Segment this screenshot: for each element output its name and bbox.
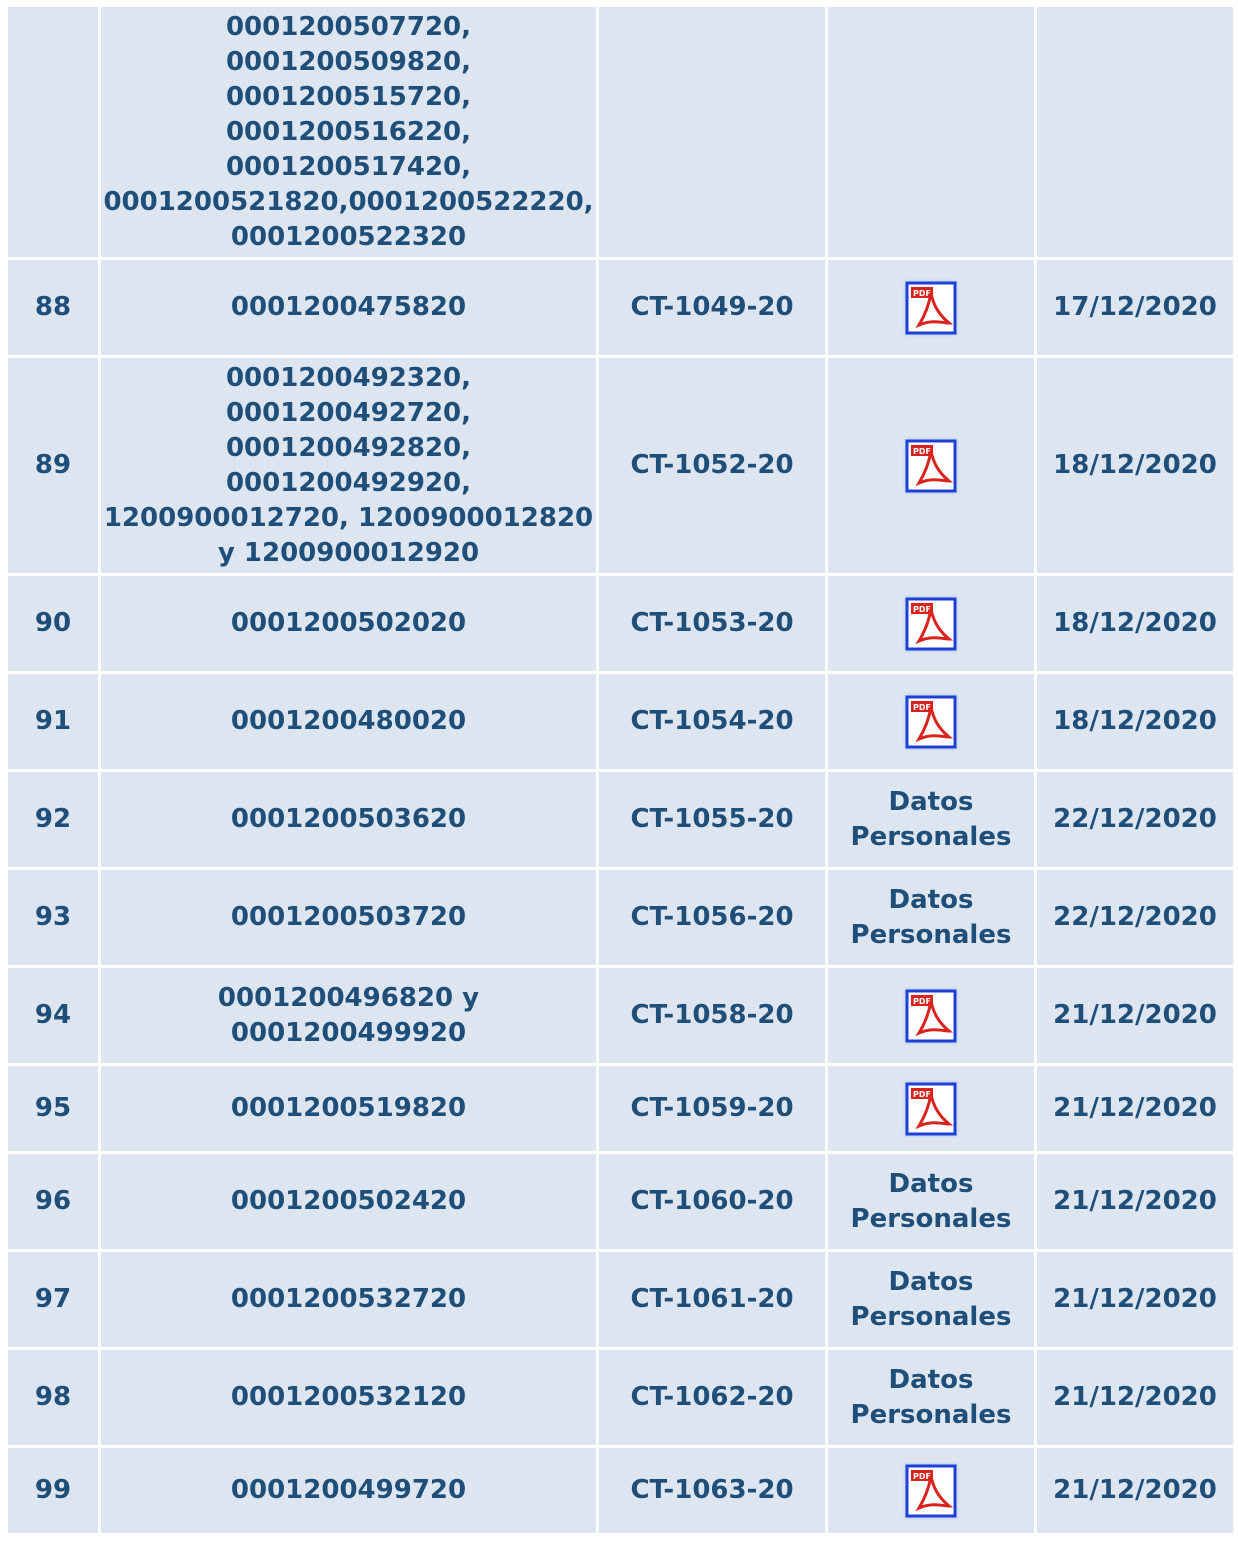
ct-number: CT-1060-20 [599,1154,825,1249]
datos-personales-label: Datos [888,1266,974,1297]
date-cell: 17/12/2020 [1037,260,1233,355]
datos-personales-label: Personales [850,1203,1012,1234]
table-row [8,358,1233,573]
folio-line: 0001200480020 [230,706,467,736]
folio-line: 0001200532720 [230,1284,467,1314]
document-cell [828,674,1034,769]
folio-cell [101,870,596,965]
document-cell [828,968,1034,1063]
datos-personales-label: Personales [850,1301,1012,1332]
document-cell [828,1154,1034,1249]
row-number: 94 [8,968,98,1063]
ct-number: CT-1056-20 [599,870,825,965]
datos-personales-label: Personales [850,919,1012,950]
folio-cell [101,674,596,769]
folio-line: y 1200900012920 [217,537,480,568]
ct-number: CT-1058-20 [599,968,825,1063]
folio-cell [101,1066,596,1151]
folio-cell [101,260,596,355]
ct-number: CT-1059-20 [599,1066,825,1151]
folio-line: 0001200522320 [230,221,467,252]
folio-cell [101,1154,596,1249]
pdf-icon-label: PDF [913,288,931,298]
table-row [8,1448,1233,1533]
datos-personales-label: Datos [888,786,974,817]
folio-line: 1200900012720, 1200900012820 [103,502,594,533]
datos-personales-label: Datos [888,884,974,915]
folio-line: 0001200516220, [225,116,472,147]
table-row [8,674,1233,769]
row-number: 98 [8,1350,98,1445]
row-number: 99 [8,1448,98,1533]
date-cell: 21/12/2020 [1037,1252,1233,1347]
ct-number: CT-1053-20 [599,576,825,671]
table-row [8,870,1233,965]
pdf-icon[interactable] [903,1462,959,1520]
date-cell: 18/12/2020 [1037,576,1233,671]
document-cell [828,358,1034,573]
pdf-icon[interactable] [903,987,959,1045]
row-number: 97 [8,1252,98,1347]
row-number: 93 [8,870,98,965]
ct-number: CT-1049-20 [599,260,825,355]
ct-number: CT-1054-20 [599,674,825,769]
date-cell: 22/12/2020 [1037,870,1233,965]
folio-line: 0001200507720, [225,11,472,42]
document-cell [828,772,1034,867]
folio-line: 0001200503620 [230,804,467,834]
folio-line: 0001200475820 [230,292,467,322]
document-cell [828,7,1034,257]
folio-line: 0001200492320, [225,362,472,393]
folio-line: 0001200496820 y [217,982,480,1013]
row-number: 90 [8,576,98,671]
pdf-icon-label: PDF [913,604,931,614]
table-row [8,772,1233,867]
row-number [8,7,98,257]
folio-line: 0001200515720, [225,81,472,112]
folio-line: 0001200517420, [225,151,472,182]
document-cell [828,576,1034,671]
folio-line: 0001200499920 [230,1017,467,1048]
folio-cell [101,772,596,867]
date-cell [1037,7,1233,257]
document-cell [828,1448,1034,1533]
date-cell: 21/12/2020 [1037,968,1233,1063]
datos-personales-label: Datos [888,1168,974,1199]
pdf-icon[interactable] [903,279,959,337]
pdf-icon[interactable] [903,595,959,653]
row-number: 96 [8,1154,98,1249]
date-cell: 21/12/2020 [1037,1066,1233,1151]
datos-personales-label: Personales [850,1399,1012,1430]
ct-number: CT-1052-20 [599,358,825,573]
table-row [8,968,1233,1063]
row-number: 89 [8,358,98,573]
ct-number [599,7,825,257]
date-cell: 21/12/2020 [1037,1350,1233,1445]
folio-line: 0001200492920, [225,467,472,498]
table-row [8,260,1233,355]
folio-line: 0001200521820,0001200522220, [103,186,594,217]
folio-line: 0001200503720 [230,902,467,932]
date-cell: 21/12/2020 [1037,1154,1233,1249]
records-table-body [8,7,1233,1533]
pdf-icon-label: PDF [913,1089,931,1099]
table-row [8,1154,1233,1249]
date-cell: 18/12/2020 [1037,674,1233,769]
date-cell: 22/12/2020 [1037,772,1233,867]
ct-number: CT-1062-20 [599,1350,825,1445]
table-row [8,576,1233,671]
pdf-icon[interactable] [903,437,959,495]
document-cell [828,260,1034,355]
pdf-icon[interactable] [903,1080,959,1138]
folio-line: 0001200519820 [230,1093,467,1123]
folio-cell [101,1448,596,1533]
folio-cell [101,7,596,257]
ct-number: CT-1063-20 [599,1448,825,1533]
folio-line: 0001200502020 [230,608,467,638]
date-cell: 21/12/2020 [1037,1448,1233,1533]
document-cell [828,1350,1034,1445]
folio-line: 0001200502420 [230,1186,467,1216]
folio-cell [101,576,596,671]
folio-cell [101,1252,596,1347]
folio-line: 0001200492720, [225,397,472,428]
date-cell: 18/12/2020 [1037,358,1233,573]
folio-line: 0001200532120 [230,1382,467,1412]
ct-number: CT-1055-20 [599,772,825,867]
pdf-icon-label: PDF [913,702,931,712]
ct-number: CT-1061-20 [599,1252,825,1347]
datos-personales-label: Datos [888,1364,974,1395]
table-row [8,1350,1233,1445]
folio-cell [101,1350,596,1445]
folio-line: 0001200509820, [225,46,472,77]
table-row [8,1066,1233,1151]
folio-cell [101,968,596,1063]
document-cell [828,870,1034,965]
table-row [8,7,1233,257]
folio-line: 0001200499720 [230,1475,467,1505]
row-number: 88 [8,260,98,355]
table-row [8,1252,1233,1347]
document-cell [828,1252,1034,1347]
datos-personales-label: Personales [850,821,1012,852]
row-number: 92 [8,772,98,867]
row-number: 95 [8,1066,98,1151]
pdf-icon[interactable] [903,693,959,751]
folio-cell [101,358,596,573]
row-number: 91 [8,674,98,769]
pdf-icon-label: PDF [913,446,931,456]
document-cell [828,1066,1034,1151]
pdf-icon-label: PDF [913,1471,931,1481]
folio-line: 0001200492820, [225,432,472,463]
records-table [5,4,1236,1536]
pdf-icon-label: PDF [913,996,931,1006]
